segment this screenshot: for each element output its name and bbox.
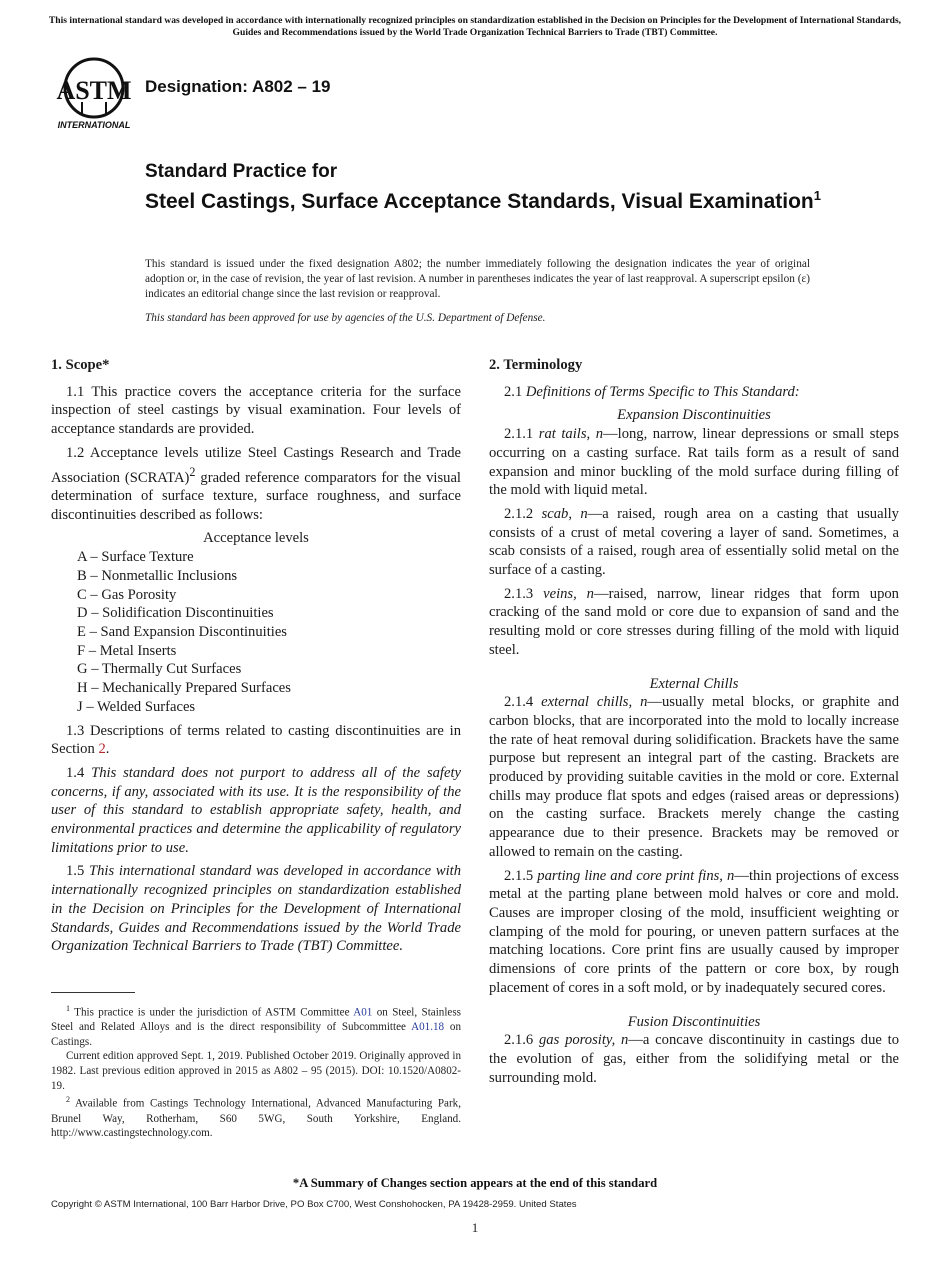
term-number: 2.1.1 xyxy=(504,426,539,443)
title-footnote-mark: 1 xyxy=(813,188,821,203)
list-item: B – Nonmetallic Inclusions xyxy=(77,567,238,584)
paragraph-1-1: 1.1 This practice covers the acceptance criteria for the surface inspection of steel castings by visual examination. Four levels of acceptance standards are provided. xyxy=(51,383,461,438)
list-item: A – Surface Texture xyxy=(77,549,194,566)
terminology-heading: 2. Terminology xyxy=(489,357,583,373)
section-2-link[interactable]: 2 xyxy=(98,741,106,758)
paragraph-1-5 xyxy=(51,862,461,956)
paragraph-1-2-text-b: graded reference comparators for the visual determination of surface texture, surface roughness, and surface discontinuities described as follows: xyxy=(51,469,461,523)
title-line-2: Steel Castings, Surface Acceptance Standards, Visual Examination xyxy=(145,190,814,213)
footnote-1-text-a: This practice is under the jurisdiction of ASTM Committee xyxy=(70,1006,354,1019)
right-column xyxy=(489,356,899,1092)
logo-subtext: INTERNATIONAL xyxy=(57,120,131,130)
subhead-external-chills: External Chills xyxy=(649,675,739,692)
term-name: rat tails, n xyxy=(538,426,604,443)
footnote-ref-2: 2 xyxy=(189,464,196,479)
dod-note: This standard has been approved for use by agencies of the U.S. Department of Defense. xyxy=(145,312,546,324)
scope-heading: 1. Scope* xyxy=(51,357,110,373)
top-notice: This international standard was developed in accordance with internationally recognized principles on standardization established in the Decision on Principles for the Development of International Standards, Guides and Recommendations issued by the World Trade Organization Technical Barriers to Trade (TBT) Committee. xyxy=(48,15,902,38)
term-number: 2.1.5 xyxy=(504,867,538,884)
term-number: 2.1.6 xyxy=(504,1032,539,1049)
acceptance-levels-title: Acceptance levels xyxy=(203,530,309,547)
term-2-1-4 xyxy=(489,693,899,861)
list-item: H – Mechanically Prepared Surfaces xyxy=(77,680,291,697)
paragraph-1-5-text: This international standard was developed in accordance with internationally recognized principles on standardization established in the Decision on Principles for the Development of International Standards, Guides and Recommendations issued by the World Trade Organization Technical Barriers to Trade (TBT) Committee. xyxy=(51,863,462,955)
list-item: C – Gas Porosity xyxy=(77,586,177,603)
paragraph-1-3 xyxy=(51,722,461,759)
term-2-1-3 xyxy=(489,585,899,660)
list-item: G – Thermally Cut Surfaces xyxy=(77,661,242,678)
term-definition: —long, narrow, linear depressions or small steps occurring on a casting surface. Rat tails form as a result of sand expansion and minor buckling of the mold surface during filling of the mold with liquid metal. xyxy=(489,426,899,499)
term-name: external chills, n xyxy=(541,694,648,711)
paragraph-1-4-number: 1.4 xyxy=(66,764,92,781)
designation: Designation: A802 – 19 xyxy=(145,77,331,96)
term-definition: —a concave discontinuity in castings due to the evolution of gas, either from the solidifying metal or the surrounding mold. xyxy=(489,1032,899,1086)
term-name: veins, n xyxy=(543,585,594,602)
footnote-1-text-c: on Castings. xyxy=(51,1021,461,1048)
subhead-expansion: Expansion Discontinuities xyxy=(617,407,771,424)
paragraph-2-1-number: 2.1 xyxy=(504,383,526,400)
footnote-2-text: Available from Castings Technology International, Advanced Manufacturing Park, Brunel Way, Rotherham, S60 5WG, South Yorkshire, England. http://www.castingstechnology.com. xyxy=(51,1097,461,1140)
left-column xyxy=(51,356,461,961)
term-2-1-6 xyxy=(489,1031,899,1087)
term-definition: —raised, narrow, linear ridges that form upon cracking of the sand mold or core due to expansion of sand and the resulting mold or core stresses during filling of the mold with liquid steel. xyxy=(489,585,899,658)
term-2-1-5 xyxy=(489,867,899,998)
astm-logo xyxy=(52,55,136,131)
committee-a01-link[interactable]: A01 xyxy=(353,1006,373,1019)
issue-note: This standard is issued under the fixed designation A802; the number immediately following the designation indicates the year of original adoption or, in the case of revision, the year of last revision. A number in parentheses indicates the year of last reapproval. A superscript epsilon (ε) indicates an editorial change since the last revision or reapproval. xyxy=(145,258,810,301)
footnote-1-text-b: on Steel, Stainless Steel and Related Alloys and is the direct responsibility of Subcommittee xyxy=(51,1006,461,1034)
document-title xyxy=(145,160,865,214)
list-item: D – Solidification Discontinuities xyxy=(77,605,274,622)
title-line-1: Standard Practice for xyxy=(145,161,338,182)
page-number: 1 xyxy=(471,1220,479,1235)
term-number: 2.1.2 xyxy=(504,505,542,522)
acceptance-levels-list xyxy=(51,548,461,716)
term-2-1-2 xyxy=(489,505,899,580)
copyright: Copyright © ASTM International, 100 Barr Harbor Drive, PO Box C700, West Conshohocken, PA 19428-2959. United States xyxy=(51,1199,577,1210)
term-number: 2.1.3 xyxy=(504,585,544,602)
subhead-fusion: Fusion Discontinuities xyxy=(627,1013,761,1030)
paragraph-2-1-text: Definitions of Terms Specific to This Standard: xyxy=(525,383,800,400)
paragraph-1-3-text: 1.3 Descriptions of terms related to casting discontinuities are in Section xyxy=(51,722,461,758)
term-2-1-1 xyxy=(489,425,899,500)
term-number: 2.1.4 xyxy=(504,694,542,711)
footnotes xyxy=(51,1002,461,1141)
footnote-1-mark: 1 xyxy=(66,1004,70,1013)
logo-text: ASTM xyxy=(56,76,132,105)
footnote-divider xyxy=(51,992,135,993)
list-item: J – Welded Surfaces xyxy=(77,698,196,715)
paragraph-1-3-end: . xyxy=(105,741,110,758)
paragraph-2-1 xyxy=(489,383,899,402)
paragraph-1-4 xyxy=(51,764,461,858)
paragraph-1-4-text: This standard does not purport to address all of the safety concerns, if any, associated with its use. It is the responsibility of the user of this standard to establish appropriate safety, health, and environmental practices and determine the applicability of regulatory limitations prior to use. xyxy=(51,764,461,856)
footnote-2 xyxy=(51,1093,461,1140)
paragraph-1-5-number: 1.5 xyxy=(66,863,90,880)
term-name: gas porosity, n xyxy=(539,1032,629,1049)
summary-of-changes-note: *A Summary of Changes section appears at the end of this standard xyxy=(292,1176,658,1190)
footnote-2-mark: 2 xyxy=(66,1095,70,1105)
list-item: F – Metal Inserts xyxy=(77,642,177,659)
term-name: parting line and core print fins, n xyxy=(537,867,735,884)
paragraph-1-2-text-a: 1.2 Acceptance levels utilize Steel Castings Research and Trade Association (SCRATA) xyxy=(51,444,461,486)
footnote-1-edition: Current edition approved Sept. 1, 2019. Published October 2019. Originally approved in 1982. Last previous edition approved in 2015 as A802 – 95 (2015). DOI: 10.1520/A0802-19. xyxy=(51,1050,461,1092)
list-item: E – Sand Expansion Discontinuities xyxy=(77,624,287,640)
term-definition: —thin projections of excess metal at the parting plane between mold halves or core and mold. Causes are improper closing of the mold, insufficient weighting or clamping of the mold for pouring, or uneven pattern surfaces at the matching locations. Core print fins are usually caused by improper dimensions of core prints of the pattern or core box, by rough placement of cores in a soft mold, or by inadequately secured cores. xyxy=(489,867,899,996)
subcommittee-a01-18-link[interactable]: A01.18 xyxy=(411,1021,445,1034)
term-definition: —usually metal blocks, or graphite and carbon blocks, that are incorporated into the mold to locally increase the rate of heat removal during solidification. Brackets have the same purpose but represent an integral part of the casting. Brackets are produced by providing suitable cavities in the mold or core. External chills may produce flat spots and edges (raised areas or depressions) on the casting surface. Brackets merely change the casting appearance due to their presence. Brackets may be removed or allowed to remain on the casting. xyxy=(489,694,899,860)
footnote-1 xyxy=(51,1002,461,1049)
term-name: scab, n xyxy=(541,505,588,522)
paragraph-1-2 xyxy=(51,444,461,525)
term-definition: —a raised, rough area on a casting that usually consists of a crust of metal covering a layer of sand. Sometimes, a scab consists of a raised, rough area of essentially solid metal on the surface of a casting. xyxy=(489,505,899,579)
